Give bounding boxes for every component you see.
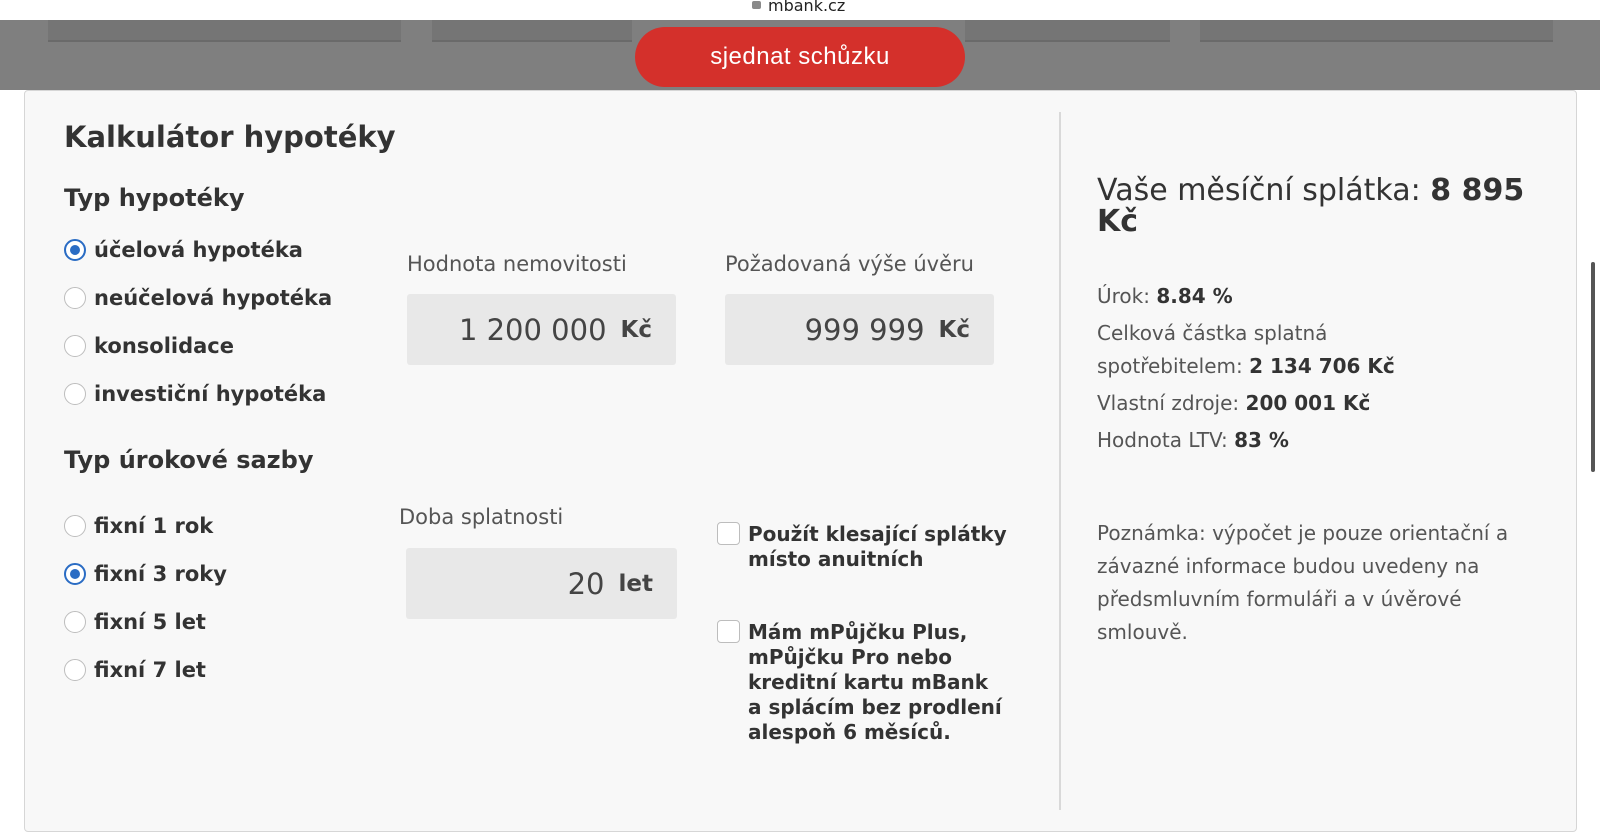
- own-funds-row: [1097, 387, 1370, 420]
- radio-option-fixni-1[interactable]: [64, 511, 213, 541]
- monthly-payment-heading: [1097, 175, 1557, 237]
- interest-value: 8.84 %: [1156, 284, 1233, 308]
- checkbox-option-mpujcka[interactable]: [717, 620, 1007, 745]
- radio-option-neucelova[interactable]: [64, 283, 332, 313]
- term-unit: let: [618, 570, 653, 597]
- checkbox-option-decreasing-payments[interactable]: [717, 522, 1007, 572]
- interest-rate-row: [1097, 280, 1233, 313]
- radio-button[interactable]: [64, 659, 86, 681]
- mortgage-type-heading: Typ hypotéky: [64, 184, 245, 212]
- radio-option-fixni-3[interactable]: [64, 559, 227, 589]
- radio-label: fixní 7 let: [94, 658, 206, 682]
- property-value: 1 200 000: [458, 312, 607, 347]
- term-value: 20: [567, 566, 605, 601]
- radio-option-fixni-5[interactable]: [64, 607, 206, 637]
- radio-label: neúčelová hypotéka: [94, 286, 333, 310]
- calculator-title: Kalkulátor hypotéky: [64, 120, 396, 154]
- radio-button[interactable]: [64, 611, 86, 633]
- url-label[interactable]: mbank.cz: [768, 0, 846, 15]
- checkbox[interactable]: [717, 620, 740, 643]
- radio-label: fixní 3 roky: [94, 562, 227, 586]
- property-value-input[interactable]: [407, 294, 676, 365]
- disclaimer-note: Poznámka: výpočet je pouze orientační a závazné informace budou uvedeny na předsmluvním formuláři a v úvěrové smlouvě.: [1097, 521, 1509, 644]
- total-amount-row: [1097, 317, 1457, 383]
- background-card: [1200, 20, 1553, 42]
- radio-label: fixní 5 let: [94, 610, 206, 634]
- radio-option-investicni[interactable]: [64, 379, 326, 409]
- loan-amount-unit: Kč: [938, 316, 970, 343]
- own-funds-label: Vlastní zdroje:: [1097, 391, 1240, 415]
- radio-option-konsolidace[interactable]: [64, 331, 234, 361]
- radio-option-ucelova[interactable]: [64, 235, 303, 265]
- ltv-label: Hodnota LTV:: [1097, 428, 1228, 452]
- background-card: [48, 20, 401, 42]
- term-input[interactable]: [406, 548, 677, 619]
- background-card: [432, 20, 632, 42]
- rate-type-heading: Typ úrokové sazby: [64, 446, 314, 474]
- loan-amount-value: 999 999: [804, 312, 925, 347]
- checkbox[interactable]: [717, 522, 740, 545]
- ltv-value: 83 %: [1234, 428, 1289, 452]
- ltv-row: [1097, 424, 1289, 457]
- checkbox-label: Použít klesající splátky místo anuitních: [748, 522, 1007, 571]
- browser-address-bar: [0, 0, 1600, 20]
- radio-button[interactable]: [64, 287, 86, 309]
- radio-button[interactable]: [64, 383, 86, 405]
- total-value: 2 134 706 Kč: [1249, 354, 1395, 378]
- background-card: [965, 20, 1170, 42]
- monthly-payment-prefix: Vaše měsíční splátka:: [1097, 173, 1421, 208]
- schedule-meeting-button[interactable]: sjednat schůzku: [635, 27, 965, 87]
- radio-button[interactable]: [64, 335, 86, 357]
- radio-label: fixní 1 rok: [94, 514, 214, 538]
- radio-button[interactable]: [64, 515, 86, 537]
- own-funds-value: 200 001 Kč: [1245, 391, 1371, 415]
- loan-amount-label: Požadovaná výše úvěru: [725, 252, 974, 276]
- term-label: Doba splatnosti: [399, 505, 564, 529]
- scrollbar-thumb[interactable]: [1591, 262, 1595, 472]
- property-value-label: Hodnota nemovitosti: [407, 252, 627, 276]
- radio-label: investiční hypotéka: [94, 382, 327, 406]
- loan-amount-input[interactable]: [725, 294, 994, 365]
- radio-button-checked[interactable]: [64, 563, 86, 585]
- radio-option-fixni-7[interactable]: [64, 655, 206, 685]
- panel-divider: [1059, 112, 1061, 810]
- radio-label: účelová hypotéka: [94, 238, 303, 262]
- lock-icon: [752, 1, 761, 9]
- property-value-unit: Kč: [620, 316, 652, 343]
- radio-label: konsolidace: [94, 334, 234, 358]
- monthly-payment-value: 8 895 Kč: [1097, 173, 1525, 239]
- interest-label: Úrok:: [1097, 284, 1150, 308]
- total-label: Celková částka splatná spotřebitelem:: [1097, 321, 1328, 378]
- radio-button-checked[interactable]: [64, 239, 86, 261]
- checkbox-label: Mám mPůjčku Plus, mPůjčku Pro nebo kreditní kartu mBank a splácím bez prodlení alespoň 6 měsíců.: [748, 620, 1002, 744]
